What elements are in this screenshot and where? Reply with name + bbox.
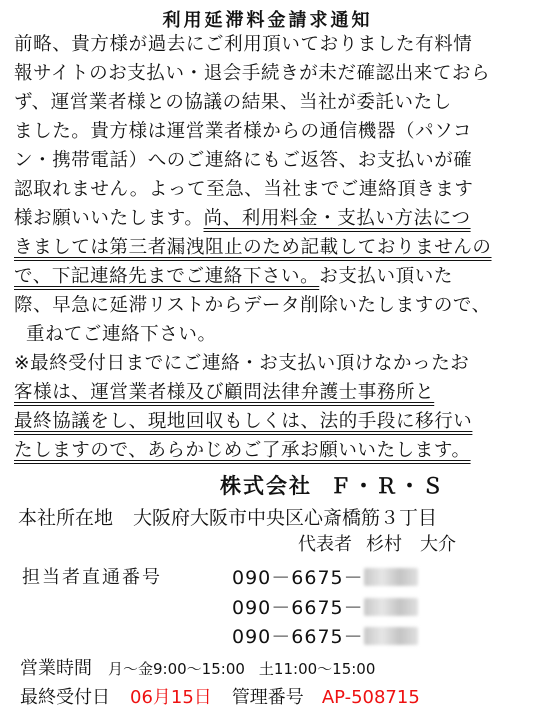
body-line: 際、早急に延滞リストからデータ削除いたしますので、	[14, 295, 491, 316]
contact-label: 担当者直通番号	[22, 567, 162, 588]
body-text: 様お願いいたします。	[14, 208, 204, 229]
hours-weekday: 月～金9:00～15:00	[108, 660, 245, 678]
deadline-row	[20, 683, 420, 709]
notice-line: 客様は、運営業者様及び顧問法律弁護士事務所と	[14, 382, 435, 403]
body-line: 認取れません。よって至急、当社までご連絡頂きます	[14, 179, 474, 200]
body-line: ず、運営業者様との協議の結果、当社が委託いたし	[14, 92, 452, 113]
redacted-digits	[364, 568, 418, 586]
notice-line: ※最終受付日までにご連絡・お支払い頂けなかったお	[14, 353, 470, 374]
hours-saturday: 土11:00～15:00	[258, 660, 376, 678]
company-name	[220, 470, 445, 500]
body-line	[14, 262, 526, 291]
phone-number	[232, 593, 418, 620]
management-number: AP-508715	[321, 687, 420, 708]
notice-line: 最終協議をし、現地回収もしくは、法的手段に移行い	[14, 411, 473, 432]
body-line: ました。貴方様は運営業者様からの通信機器（パソコ	[14, 121, 473, 142]
body-line: 前略、貴方様が過去にご利用頂いておりました有料情	[14, 34, 473, 55]
company-brand: Ｆ・Ｒ・Ｓ	[330, 474, 445, 498]
deadline-date: 06月15日	[130, 687, 212, 708]
phone-prefix: 090－6675－	[232, 567, 364, 589]
redacted-digits	[364, 598, 418, 616]
underlined-text: 尚、利用料金・支払い方法につ	[203, 208, 471, 229]
representative-name: 杉村 大介	[366, 534, 456, 555]
redacted-digits	[364, 627, 418, 645]
phone-number	[232, 563, 418, 590]
phone-prefix: 090－6675－	[232, 597, 364, 619]
phone-prefix: 090－6675－	[232, 626, 364, 648]
underlined-text: で、下記連絡先までご連絡下さい。	[14, 266, 320, 287]
underlined-line: きましては第三者漏洩阻止のため記載しておりませんの	[14, 237, 492, 258]
address-row	[18, 503, 437, 530]
body-line: 重ねてご連絡下さい。	[26, 324, 217, 345]
hours-label: 営業時間	[20, 658, 92, 679]
address-label: 本社所在地	[18, 507, 114, 529]
representative-label: 代表者	[298, 534, 352, 555]
body-line	[14, 204, 526, 233]
deadline-label: 最終受付日	[20, 687, 110, 708]
notice-line: たしますので、あらかじめご了承お願いいたします。	[14, 440, 471, 461]
hours-row	[20, 654, 375, 680]
management-label: 管理番号	[231, 687, 304, 708]
body-line: 報サイトのお支払い・退会手続きが未だ確認出来ておら	[14, 63, 491, 84]
company-prefix: 株式会社	[220, 474, 312, 498]
phone-number	[232, 622, 418, 649]
body-paragraph	[14, 30, 526, 465]
address-value: 大阪府大阪市中央区心斎橋筋３丁目	[133, 507, 438, 529]
representative-row	[298, 530, 456, 556]
notice-title: 利用延滞料金請求通知	[162, 10, 373, 31]
body-text: お支払い頂いた	[319, 266, 453, 287]
body-line: ン・携帯電話）へのご連絡にもご返答、お支払いが確	[14, 150, 473, 171]
